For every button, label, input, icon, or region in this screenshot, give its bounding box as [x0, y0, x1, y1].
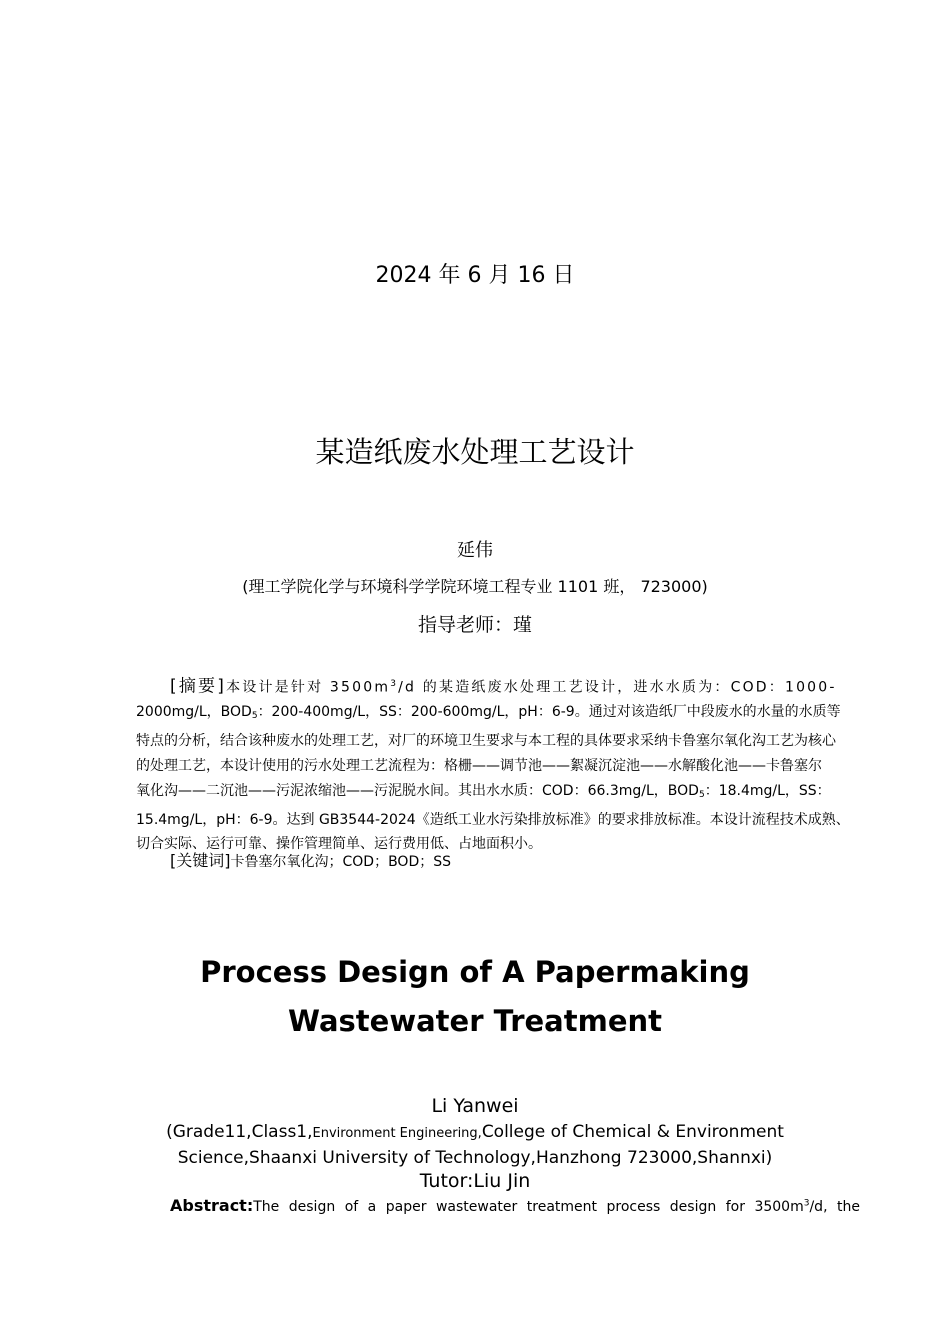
page-title-english: [0, 948, 950, 1046]
page-title-chinese: 某造纸废水处理工艺设计: [315, 435, 635, 469]
tutor-english: Tutor:Liu Jin: [419, 1170, 531, 1192]
author-english: Li Yanwei: [431, 1095, 519, 1117]
abstract-line-3: 特点的分析，结合该种废水的处理工艺，对厂的环境卫生要求与本工程的具体要求采纳卡鲁塞尔氧化沟工艺为核心: [136, 733, 836, 750]
affiliation-chinese: (理工学院化学与环境科学学院环境工程专业 1101 班， 723000): [242, 577, 708, 596]
superscript: 3: [390, 679, 399, 689]
abstract-line-6: 15.4mg/L，pH：6-9。达到 GB3544-2024《造纸工业水污染排放标准》的要求排放标准。本设计流程技术成熟、: [136, 811, 850, 828]
author-chinese: 延伟: [457, 540, 493, 561]
superscript: 3: [803, 1198, 810, 1209]
abstract-text: 2000mg/L，BOD: [136, 704, 252, 721]
abstract-text: 本设计是针对 3500m: [226, 679, 391, 696]
abstract-text: /d 的某造纸废水处理工艺设计，进水水质为：COD：1000-: [398, 679, 837, 696]
title-english-line-1: Process Design of A Papermaking: [200, 955, 750, 989]
abstract-text: 氧化沟——二沉池——污泥浓缩池——污泥脱水间。其出水水质：COD：66.3mg/L，BOD: [136, 782, 699, 799]
keywords-label: [关键词]: [170, 851, 231, 870]
tutor-chinese: 指导老师：瑾: [417, 614, 532, 636]
abstract-line-1: [136, 672, 860, 700]
abstract-line-4: 的处理工艺，本设计使用的污水处理工艺流程为：格栅——调节池——絮凝沉淀池——水解酸化池——卡鲁塞尔: [136, 758, 822, 775]
abstract-english-text: /d, the: [809, 1199, 860, 1215]
abstract-label: [摘要]: [170, 676, 227, 697]
abstract-english-text: The design of a paper wastewater treatment process design for 3500m: [253, 1199, 804, 1215]
abstract-english-label: Abstract:: [170, 1196, 254, 1215]
abstract-english: [170, 1196, 860, 1215]
abstract-line-7: 切合实际、运行可靠、操作管理简单、运行费用低、占地面积小。: [136, 836, 542, 853]
abstract-line-2: [136, 700, 860, 729]
subscript: 5: [251, 711, 258, 722]
keywords-chinese: [170, 848, 451, 871]
abstract-line-5: [136, 779, 860, 808]
affiliation-text: College of Chemical & Environment: [481, 1122, 784, 1142]
abstract-text: ：18.4mg/L，SS：: [704, 782, 831, 799]
affiliation-english: [0, 1120, 950, 1171]
affiliation-text: (Grade11,Class1,: [166, 1122, 313, 1142]
affiliation-english-line-1: [0, 1120, 950, 1146]
title-english-line-2: Wastewater Treatment: [288, 1004, 662, 1038]
abstract-text: ：200-400mg/L，SS：200-600mg/L，pH：6-9。通过对该造纸厂中段废水的水量的水质等: [257, 704, 841, 721]
affiliation-english-line-2: Science,Shaanxi University of Technology,Hanzhong 723000,Shannxi): [177, 1148, 773, 1168]
keywords-text: 卡鲁塞尔氧化沟；COD；BOD；SS: [230, 854, 452, 870]
abstract-chinese: [136, 672, 860, 857]
subscript: 5: [698, 789, 705, 800]
date: 2024 年 6 月 16 日: [375, 263, 575, 288]
affiliation-text: Environment Engineering,: [312, 1126, 482, 1141]
